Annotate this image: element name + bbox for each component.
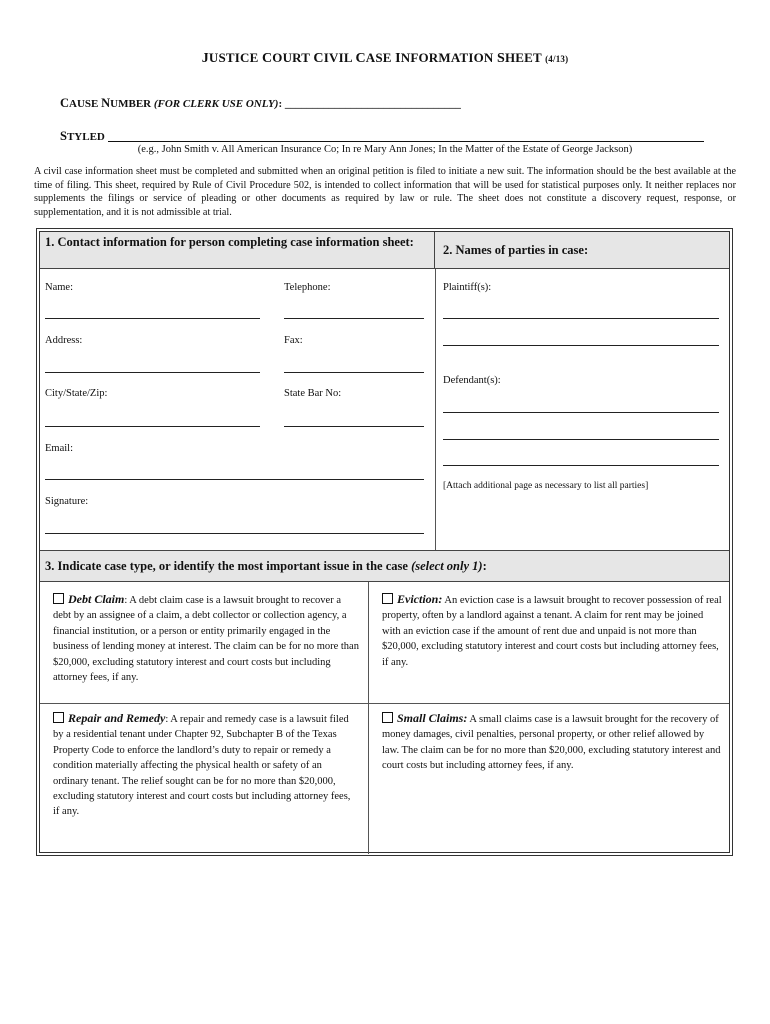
eviction-title: Eviction: <box>397 592 443 606</box>
intro-paragraph: A civil case information sheet must be completed and submitted when an original petition is filed to initiate a new suit. The information should be the best available at the time of filing. This sheet, required by Rule of Civil Procedure 502, is intended to collect information that will be used for statistical purposes only. It neither replaces nor supplements the filings or service of pleading or other documents as required by law or rule. The sheet does not constitute a discovery request, response, or supplementation, and it is not admissible at trial. <box>34 166 736 218</box>
eviction-checkbox[interactable] <box>382 593 393 604</box>
telephone-label: Telephone: <box>284 282 331 293</box>
address-input[interactable] <box>45 372 260 373</box>
telephone-input[interactable] <box>284 318 424 319</box>
case-type-eviction: Eviction: An eviction case is a lawsuit brought to recover possession of real property, often by a landlord against a tenant. A claim for rent may be joined with an eviction case if the amount of rent due and unpaid is not more than $20,000, excluding statutory interest and court costs but including attorney fees, if any. <box>382 592 722 668</box>
small-claims-checkbox[interactable] <box>382 712 393 723</box>
section1-heading: 1. Contact information for person completing case information sheet: <box>40 232 435 269</box>
plaintiff-input-1[interactable] <box>443 318 719 319</box>
form-version: (4/13) <box>545 54 569 64</box>
email-label: Email: <box>45 443 73 454</box>
defendants-label: Defendant(s): <box>443 375 501 386</box>
address-label: Address: <box>45 335 83 346</box>
defendant-input-3[interactable] <box>443 465 719 466</box>
plaintiffs-label: Plaintiff(s): <box>443 282 492 293</box>
case-type-small-claims: Small Claims: A small claims case is a lawsuit brought for the recovery of money damages, civil penalties, personal property, or other relief allowed by law. The claim can be for no more than $20,000, excluding statutory interest and court costs but including attorney fees, if any. <box>382 711 721 772</box>
fax-label: Fax: <box>284 335 303 346</box>
defendant-input-1[interactable] <box>443 412 719 413</box>
cause-number-field[interactable]: CAUSE NUMBER (FOR CLERK USE ONLY): ________________________________ <box>60 96 461 110</box>
case-type-row-divider <box>40 703 729 704</box>
section2-heading: 2. Names of parties in case: <box>435 232 729 269</box>
case-type-debt-claim: Debt Claim: A debt claim case is a lawsuit brought to recover a debt by an assignee of a claim, a debt collector or collection agency, a financial institution, or a person or entity primarily engaged in the business of lending money at interest. The claim can be for no more than $20,000, excluding statutory interest and court costs but including attorney fees, if any. <box>53 592 359 684</box>
email-input[interactable] <box>45 479 424 480</box>
signature-label: Signature: <box>45 496 89 507</box>
city-state-zip-label: City/State/Zip: <box>45 388 108 399</box>
defendant-input-2[interactable] <box>443 439 719 440</box>
fax-input[interactable] <box>284 372 424 373</box>
state-bar-label: State Bar No: <box>284 388 342 399</box>
name-label: Name: <box>45 282 73 293</box>
plaintiff-input-2[interactable] <box>443 345 719 346</box>
signature-input[interactable] <box>45 533 424 534</box>
section3-heading: 3. Indicate case type, or identify the most important issue in the case (select only 1): <box>40 550 729 582</box>
section-divider <box>435 269 436 550</box>
repair-remedy-checkbox[interactable] <box>53 712 64 723</box>
attach-note: [Attach additional page as necessary to list all parties] <box>443 481 649 491</box>
debt-claim-checkbox[interactable] <box>53 593 64 604</box>
case-type-repair-remedy: Repair and Remedy: A repair and remedy case is a lawsuit filed by a residential tenant under Chapter 92, Subchapter B of the Texas Property Code to enforce the landlord’s duty to repair or remedy a condition materially affecting the physical health or safety of an ordinary tenant. The relief sought can be for no more than $20,000, excluding statutory interest and court costs but including attorney fees, if any. <box>53 711 351 818</box>
styled-example: (e.g., John Smith v. All American Insurance Co; In re Mary Ann Jones; In the Matter of the Estate of George Jackson) <box>137 144 633 155</box>
form-title: JUSTICE COURT CIVIL CASE INFORMATION SHEET (4/13) <box>201 50 569 66</box>
small-claims-title: Small Claims: <box>397 711 468 725</box>
clerk-note: (FOR CLERK USE ONLY) <box>153 98 279 110</box>
state-bar-input[interactable] <box>284 426 424 427</box>
styled-input-line[interactable] <box>108 141 704 142</box>
debt-claim-title: Debt Claim <box>68 592 125 606</box>
name-input[interactable] <box>45 318 260 319</box>
repair-remedy-title: Repair and Remedy <box>68 711 166 725</box>
city-state-zip-input[interactable] <box>45 426 260 427</box>
case-type-column-divider <box>368 582 369 854</box>
styled-label: STYLED <box>60 129 105 143</box>
